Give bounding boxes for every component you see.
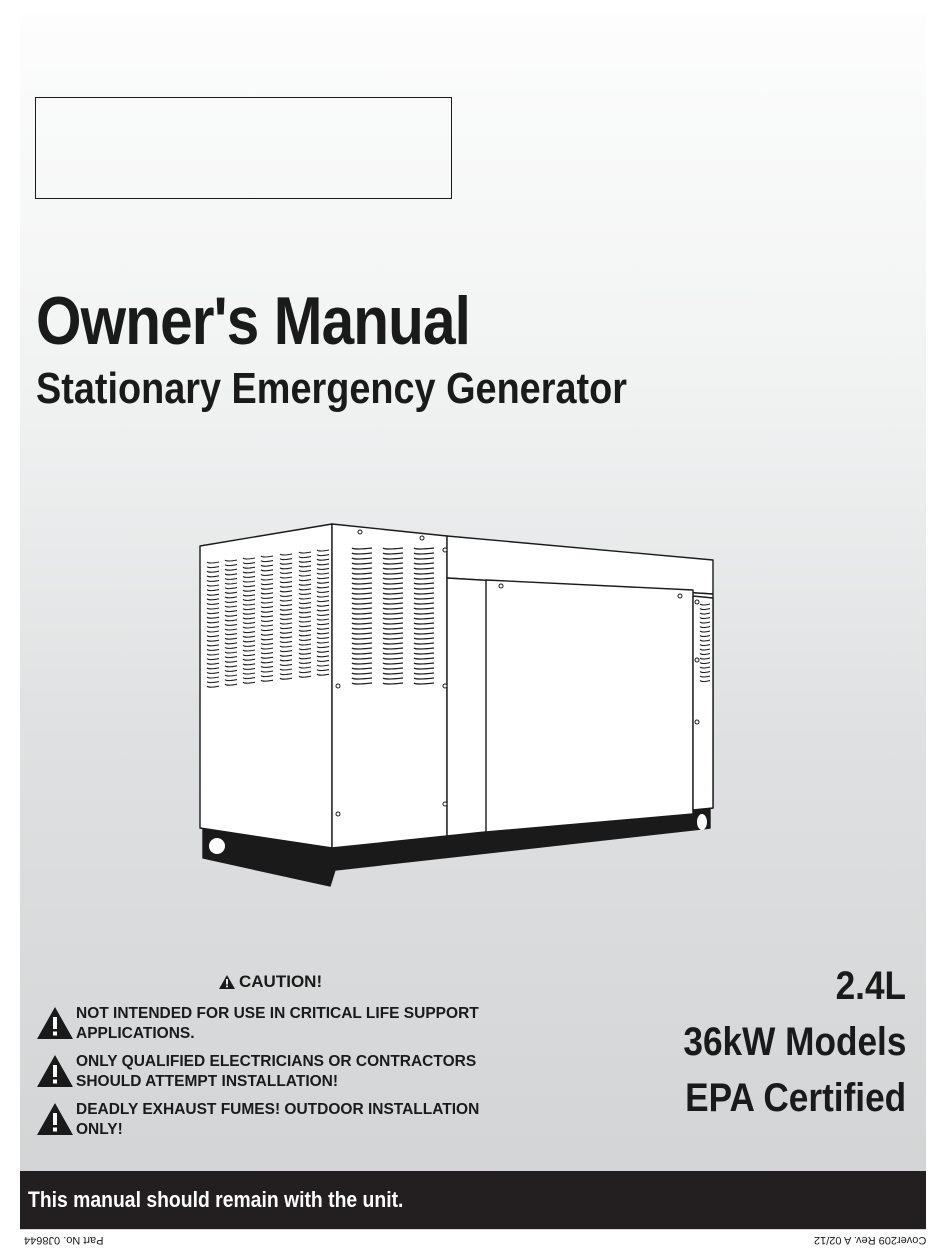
model-label-box	[35, 97, 452, 199]
warning-line: SHOULD ATTEMPT INSTALLATION!	[76, 1073, 339, 1090]
warning-text	[76, 1100, 479, 1140]
warning-text	[76, 1052, 476, 1092]
generator-illustration	[195, 518, 720, 890]
cover-code: Cover209 Rev. A 02/12	[813, 1234, 926, 1246]
warning-line: NOT INTENDED FOR USE IN CRITICAL LIFE SUPPORT	[76, 1005, 479, 1022]
caution-heading	[218, 972, 322, 992]
footer-notice: This manual should remain with the unit.	[28, 1187, 404, 1212]
model-rating: 36kW Models	[683, 1020, 906, 1064]
warning-text	[76, 1004, 479, 1044]
warning-line: ONLY QUALIFIED ELECTRICIANS OR CONTRACTORS	[76, 1053, 477, 1070]
caution-heading-text: CAUTION!	[239, 972, 323, 991]
warning-triangle-icon	[36, 1102, 74, 1136]
warning-line: ONLY!	[76, 1121, 123, 1138]
certification: EPA Certified	[684, 1076, 906, 1120]
warning-triangle-icon	[36, 1006, 74, 1040]
caution-warning-icon	[218, 974, 236, 990]
warning-line: DEADLY EXHAUST FUMES! OUTDOOR INSTALLATION	[76, 1101, 480, 1118]
warning-triangle-icon	[36, 1054, 74, 1088]
page-subtitle: Stationary Emergency Generator	[36, 364, 627, 413]
part-number: Part No. 0J8644	[24, 1234, 104, 1246]
page-title: Owner's Manual	[36, 283, 471, 359]
engine-size: 2.4L	[835, 964, 906, 1008]
warning-line: APPLICATIONS.	[76, 1025, 195, 1042]
